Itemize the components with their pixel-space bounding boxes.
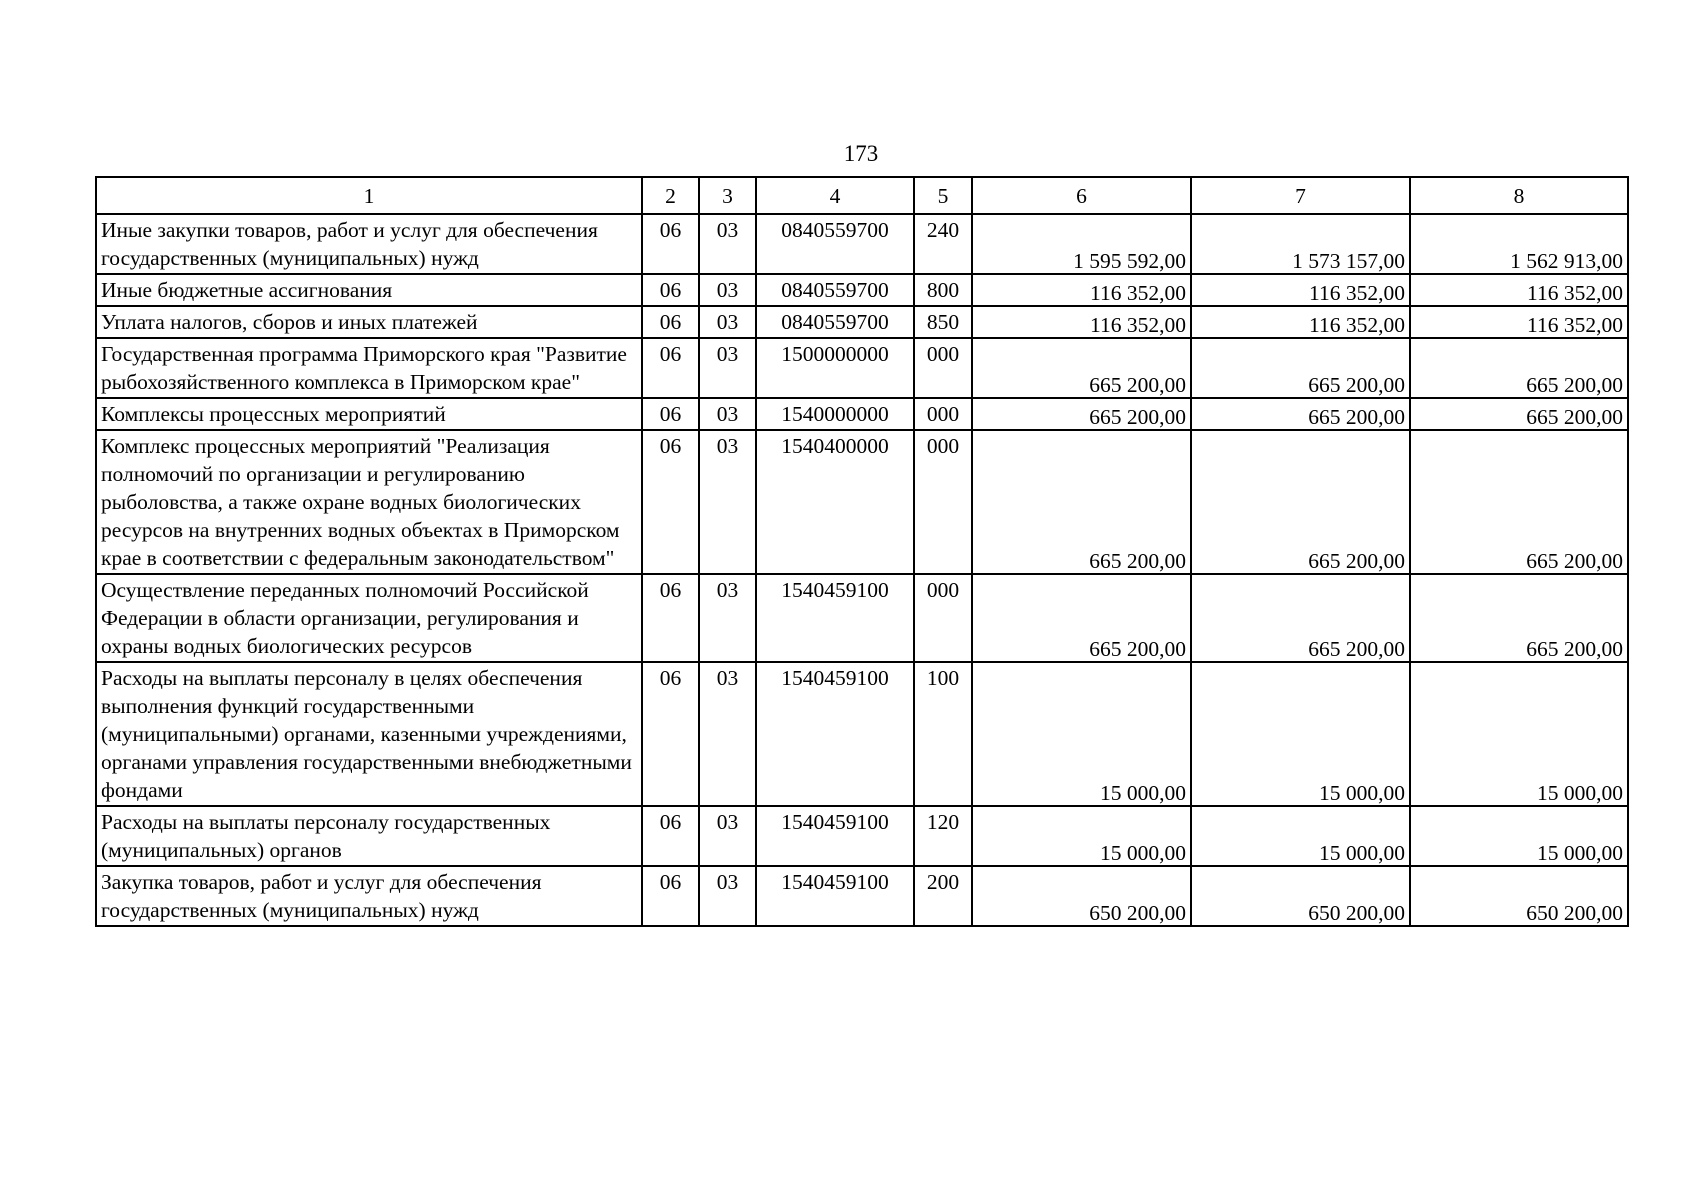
amount-year-3-value: 665 200,00 <box>1526 637 1623 661</box>
page-number: 173 <box>843 141 879 166</box>
amount-year-2-value: 1 573 157,00 <box>1292 249 1405 273</box>
amount-year-3-value: 665 200,00 <box>1526 549 1623 573</box>
amount-year-3-value: 650 200,00 <box>1526 901 1623 925</box>
amount-year-1 <box>972 430 1191 574</box>
amount-year-1-value: 665 200,00 <box>1089 405 1186 429</box>
amount-year-3-value: 665 200,00 <box>1526 405 1623 429</box>
expense-type-code: 000 <box>914 574 972 662</box>
amount-year-2-value: 665 200,00 <box>1308 373 1405 397</box>
amount-year-3 <box>1410 430 1628 574</box>
table-row <box>96 574 1628 662</box>
target-article-code: 1540459100 <box>756 662 914 806</box>
amount-year-1-value: 650 200,00 <box>1089 901 1186 925</box>
amount-year-2 <box>1191 274 1410 306</box>
table-row <box>96 866 1628 926</box>
amount-year-2-value: 15 000,00 <box>1319 841 1405 865</box>
expense-type-code: 200 <box>914 866 972 926</box>
column-header: 8 <box>1410 177 1628 214</box>
amount-year-2 <box>1191 214 1410 274</box>
row-name: Расходы на выплаты персоналу государственных (муниципальных) органов <box>96 806 642 866</box>
target-article-code: 0840559700 <box>756 274 914 306</box>
row-name: Иные бюджетные ассигнования <box>96 274 642 306</box>
amount-year-3 <box>1410 866 1628 926</box>
column-header: 1 <box>96 177 642 214</box>
target-article-code: 1540459100 <box>756 866 914 926</box>
target-article-code: 1540400000 <box>756 430 914 574</box>
amount-year-2-value: 116 352,00 <box>1309 281 1405 305</box>
expense-type-code: 000 <box>914 338 972 398</box>
table-row <box>96 662 1628 806</box>
amount-year-1-value: 15 000,00 <box>1100 781 1186 805</box>
amount-year-1-value: 15 000,00 <box>1100 841 1186 865</box>
amount-year-2 <box>1191 866 1410 926</box>
amount-year-3 <box>1410 574 1628 662</box>
amount-year-1 <box>972 398 1191 430</box>
subsection-code: 03 <box>699 338 756 398</box>
amount-year-3-value: 116 352,00 <box>1527 281 1623 305</box>
amount-year-2 <box>1191 398 1410 430</box>
amount-year-3-value: 15 000,00 <box>1537 781 1623 805</box>
target-article-code: 1540000000 <box>756 398 914 430</box>
table-body <box>96 214 1628 926</box>
amount-year-2 <box>1191 806 1410 866</box>
section-code: 06 <box>642 214 699 274</box>
amount-year-3 <box>1410 214 1628 274</box>
amount-year-1 <box>972 306 1191 338</box>
section-code: 06 <box>642 662 699 806</box>
section-code: 06 <box>642 398 699 430</box>
amount-year-2 <box>1191 338 1410 398</box>
column-header: 7 <box>1191 177 1410 214</box>
row-name: Государственная программа Приморского края "Развитие рыбохозяйственного комплекса в Приморском крае" <box>96 338 642 398</box>
subsection-code: 03 <box>699 574 756 662</box>
amount-year-3 <box>1410 274 1628 306</box>
section-code: 06 <box>642 574 699 662</box>
table-row <box>96 274 1628 306</box>
amount-year-2-value: 665 200,00 <box>1308 405 1405 429</box>
row-name: Расходы на выплаты персоналу в целях обеспечения выполнения функций государственными (муниципальными) органами, казенными учреждениями, органами управления государственными внебюджетными фондами <box>96 662 642 806</box>
section-code: 06 <box>642 306 699 338</box>
budget-table <box>95 176 1629 927</box>
amount-year-3-value: 665 200,00 <box>1526 373 1623 397</box>
expense-type-code: 240 <box>914 214 972 274</box>
amount-year-2-value: 665 200,00 <box>1308 637 1405 661</box>
column-header: 3 <box>699 177 756 214</box>
amount-year-1 <box>972 662 1191 806</box>
expense-type-code: 850 <box>914 306 972 338</box>
column-header: 6 <box>972 177 1191 214</box>
amount-year-1 <box>972 866 1191 926</box>
row-name: Осуществление переданных полномочий Российской Федерации в области организации, регулирования и охраны водных биологических ресурсов <box>96 574 642 662</box>
subsection-code: 03 <box>699 430 756 574</box>
target-article-code: 0840559700 <box>756 214 914 274</box>
amount-year-1 <box>972 806 1191 866</box>
subsection-code: 03 <box>699 306 756 338</box>
column-header: 4 <box>756 177 914 214</box>
table-header-row <box>96 177 1628 214</box>
amount-year-3 <box>1410 306 1628 338</box>
amount-year-1-value: 116 352,00 <box>1090 281 1186 305</box>
amount-year-1-value: 665 200,00 <box>1089 637 1186 661</box>
table-row <box>96 306 1628 338</box>
expense-type-code: 800 <box>914 274 972 306</box>
row-name: Уплата налогов, сборов и иных платежей <box>96 306 642 338</box>
amount-year-3 <box>1410 662 1628 806</box>
amount-year-3 <box>1410 806 1628 866</box>
amount-year-1 <box>972 574 1191 662</box>
amount-year-1-value: 116 352,00 <box>1090 313 1186 337</box>
section-code: 06 <box>642 866 699 926</box>
subsection-code: 03 <box>699 398 756 430</box>
column-header: 2 <box>642 177 699 214</box>
amount-year-2-value: 15 000,00 <box>1319 781 1405 805</box>
amount-year-2 <box>1191 430 1410 574</box>
expense-type-code: 000 <box>914 430 972 574</box>
amount-year-2-value: 665 200,00 <box>1308 549 1405 573</box>
target-article-code: 1500000000 <box>756 338 914 398</box>
row-name: Комплексы процессных мероприятий <box>96 398 642 430</box>
amount-year-2 <box>1191 574 1410 662</box>
section-code: 06 <box>642 806 699 866</box>
amount-year-2-value: 116 352,00 <box>1309 313 1405 337</box>
row-name: Закупка товаров, работ и услуг для обеспечения государственных (муниципальных) нужд <box>96 866 642 926</box>
amount-year-1 <box>972 214 1191 274</box>
section-code: 06 <box>642 274 699 306</box>
expense-type-code: 120 <box>914 806 972 866</box>
amount-year-3 <box>1410 338 1628 398</box>
row-name: Комплекс процессных мероприятий "Реализация полномочий по организации и регулированию рыболовства, а также охране водных биологических ресурсов на внутренних водных объектах в Приморском крае в соответствии с федеральным законодательством" <box>96 430 642 574</box>
amount-year-2-value: 650 200,00 <box>1308 901 1405 925</box>
expense-type-code: 100 <box>914 662 972 806</box>
target-article-code: 1540459100 <box>756 806 914 866</box>
section-code: 06 <box>642 338 699 398</box>
subsection-code: 03 <box>699 806 756 866</box>
amount-year-3-value: 116 352,00 <box>1527 313 1623 337</box>
section-code: 06 <box>642 430 699 574</box>
amount-year-1-value: 665 200,00 <box>1089 549 1186 573</box>
amount-year-1 <box>972 274 1191 306</box>
amount-year-1-value: 665 200,00 <box>1089 373 1186 397</box>
amount-year-2 <box>1191 662 1410 806</box>
subsection-code: 03 <box>699 866 756 926</box>
table-row <box>96 214 1628 274</box>
amount-year-1-value: 1 595 592,00 <box>1073 249 1186 273</box>
subsection-code: 03 <box>699 214 756 274</box>
amount-year-3-value: 15 000,00 <box>1537 841 1623 865</box>
table-row <box>96 806 1628 866</box>
expense-type-code: 000 <box>914 398 972 430</box>
column-header: 5 <box>914 177 972 214</box>
target-article-code: 1540459100 <box>756 574 914 662</box>
target-article-code: 0840559700 <box>756 306 914 338</box>
subsection-code: 03 <box>699 274 756 306</box>
amount-year-2 <box>1191 306 1410 338</box>
table-row <box>96 430 1628 574</box>
table-row <box>96 398 1628 430</box>
table-row <box>96 338 1628 398</box>
subsection-code: 03 <box>699 662 756 806</box>
row-name: Иные закупки товаров, работ и услуг для обеспечения государственных (муниципальных) нужд <box>96 214 642 274</box>
amount-year-1 <box>972 338 1191 398</box>
amount-year-3 <box>1410 398 1628 430</box>
amount-year-3-value: 1 562 913,00 <box>1510 249 1623 273</box>
